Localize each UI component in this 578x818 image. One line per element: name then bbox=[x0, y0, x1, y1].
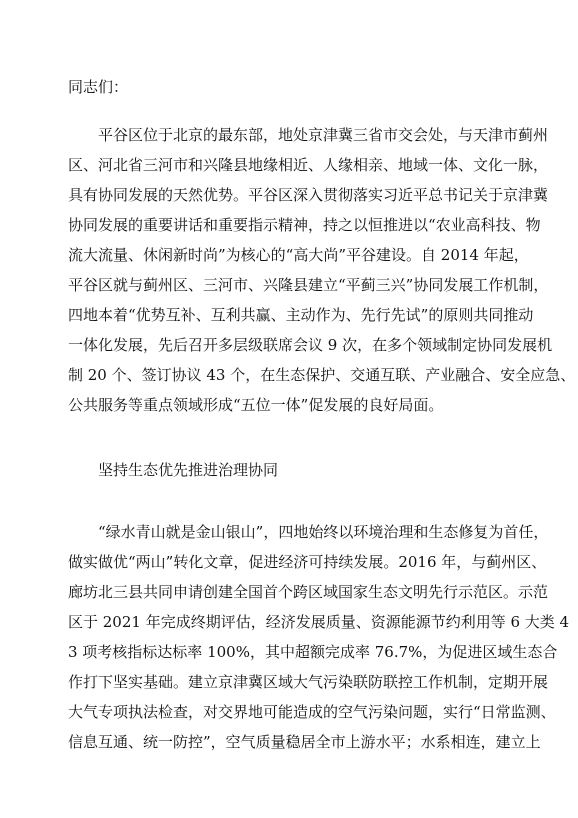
paragraph-line: 大气专项执法检查，对交界地可能造成的空气污染问题，实行“日常监测、 bbox=[68, 703, 556, 721]
paragraph-line: 四地本着“优势互补、互利共赢、主动作为、先行先试”的原则共同推动 bbox=[68, 306, 534, 324]
paragraph-line: 廊坊北三县共同申请创建全国首个跨区域国家生态文明先行示范区。示范 bbox=[68, 583, 549, 601]
paragraph-line: “绿水青山就是金山银山”，四地始终以环境治理和生态修复为首任， bbox=[98, 523, 549, 541]
paragraph-line: 协同发展的重要讲话和重要指示精神，持之以恒推进以“农业高科技、物 bbox=[68, 216, 541, 234]
paragraph-line: 流大流量、休闲新时尚”为核心的“高大尚”平谷建设。自 2014 年起， bbox=[68, 246, 529, 264]
paragraph-line: 公共服务等重点领域形成“五位一体”促发展的良好局面。 bbox=[68, 396, 444, 414]
paragraph-line: 区于 2021 年完成终期评估，经济发展质量、资源能源节约利用等 6 大类 4 bbox=[68, 613, 570, 631]
paragraph-line: 一体化发展，先后召开多层级联席会议 9 次，在多个领域制定协同发展机 bbox=[68, 336, 553, 354]
paragraph-line: 具有协同发展的天然优势。平谷区深入贯彻落实习近平总书记关于京津冀 bbox=[68, 186, 549, 204]
paragraph-line: 平谷区就与蓟州区、三河市、兴隆县建立“平蓟三兴”协同发展工作机制， bbox=[68, 276, 549, 294]
paragraph-line: 信息互通、统一防控”，空气质量稳居全市上游水平；水系相连，建立上 bbox=[68, 733, 541, 751]
paragraph-line: 平谷区位于北京的最东部，地处京津冀三省市交会处，与天津市蓟州 bbox=[98, 126, 549, 144]
paragraph-line: 3 项考核指标达标率 100%，其中超额完成率 76.7%，为促进区域生态合 bbox=[68, 643, 558, 661]
paragraph-line: 制 20 个、签订协议 43 个，在生态保护、交通互联、产业融合、安全应急、 bbox=[68, 366, 576, 384]
paragraph-line: 作打下坚实基础。建立京津冀区域大气污染联防联控工作机制，定期开展 bbox=[68, 673, 549, 691]
section-heading: 坚持生态优先推进治理协同 bbox=[98, 461, 279, 479]
greeting: 同志们： bbox=[68, 78, 129, 96]
paragraph-line: 区、河北省三河市和兴隆县地缘相近、人缘相亲、地域一体、文化一脉， bbox=[68, 156, 549, 174]
paragraph-line: 做实做优“两山”转化文章，促进经济可持续发展。2016 年，与蓟州区、 bbox=[68, 553, 547, 571]
